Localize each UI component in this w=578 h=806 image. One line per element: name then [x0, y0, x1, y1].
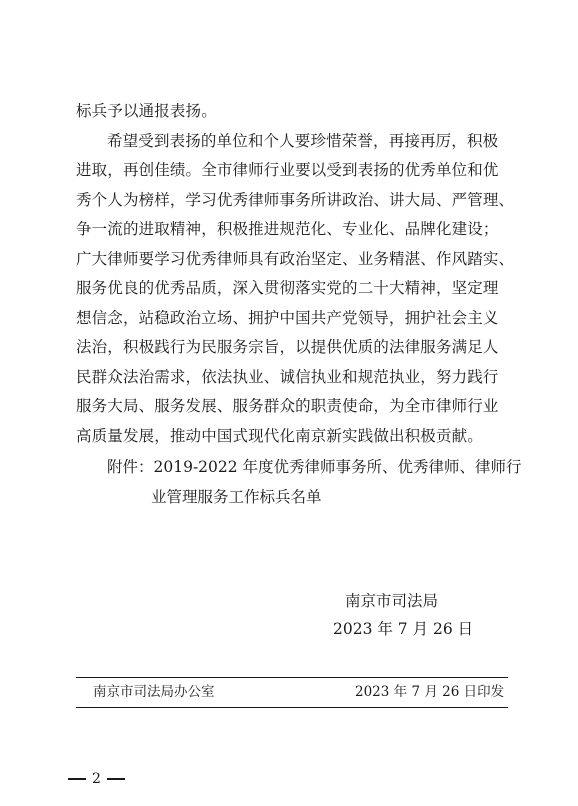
footer-print-date: 2023 年 7 月 26 日印发 — [355, 684, 505, 700]
attachment-line: 附件：2019-2022 年度优秀律师事务所、优秀律师、律师行 — [107, 458, 522, 476]
footer-bottom-rule — [76, 707, 508, 708]
body-line: 民群众法治需求，依法执业、诚信执业和规范执业，努力践行 — [76, 367, 499, 386]
body-line: 标兵予以通报表扬。 — [76, 102, 217, 120]
page-number — [68, 768, 125, 790]
body-line: 广大律师要学习优秀律师具有政治坚定、业务精湛、作风踏实、 — [76, 249, 515, 268]
footer-top-rule — [76, 677, 508, 678]
attachment-note — [107, 453, 522, 512]
page-number-value: 2 — [92, 771, 101, 787]
body-line: 争一流的进取精神，积极推进规范化、专业化、品牌化建设； — [76, 220, 499, 238]
paragraph-start-line: 希望受到表扬的单位和个人要珍惜荣誉，再接再厉，积极 — [107, 131, 499, 150]
body-line: 秀个人为榜样，学习优秀律师事务所讲政治、讲大局、严管理、 — [76, 190, 515, 209]
signature-date: 2023 年 7 月 26 日 — [333, 620, 474, 638]
attachment-line-continued: 业管理服务工作标兵名单 — [151, 487, 322, 506]
body-line: 法治，积极践行为民服务宗旨，以提供优质的法律服务满足人 — [76, 338, 499, 356]
signature-organization: 南京市司法局 — [345, 592, 439, 610]
dash-right — [107, 778, 125, 780]
body-line: 进取，再创佳绩。全市律师行业要以受到表扬的优秀单位和优 — [76, 161, 499, 179]
footer-issuer: 南京市司法局办公室 — [93, 684, 215, 700]
body-line: 服务大局、服务发展、服务群众的职责使命，为全市律师行业 — [76, 397, 499, 415]
body-line: 服务优良的优秀品质，深入贯彻落实党的二十大精神，坚定理 — [76, 279, 499, 297]
dash-left — [68, 778, 86, 780]
body-text — [76, 97, 515, 451]
body-line: 高质量发展，推动中国式现代化南京新实践做出积极贡献。 — [76, 426, 483, 445]
body-line: 想信念，站稳政治立场、拥护中国共产党领导，拥护社会主义 — [76, 308, 499, 327]
